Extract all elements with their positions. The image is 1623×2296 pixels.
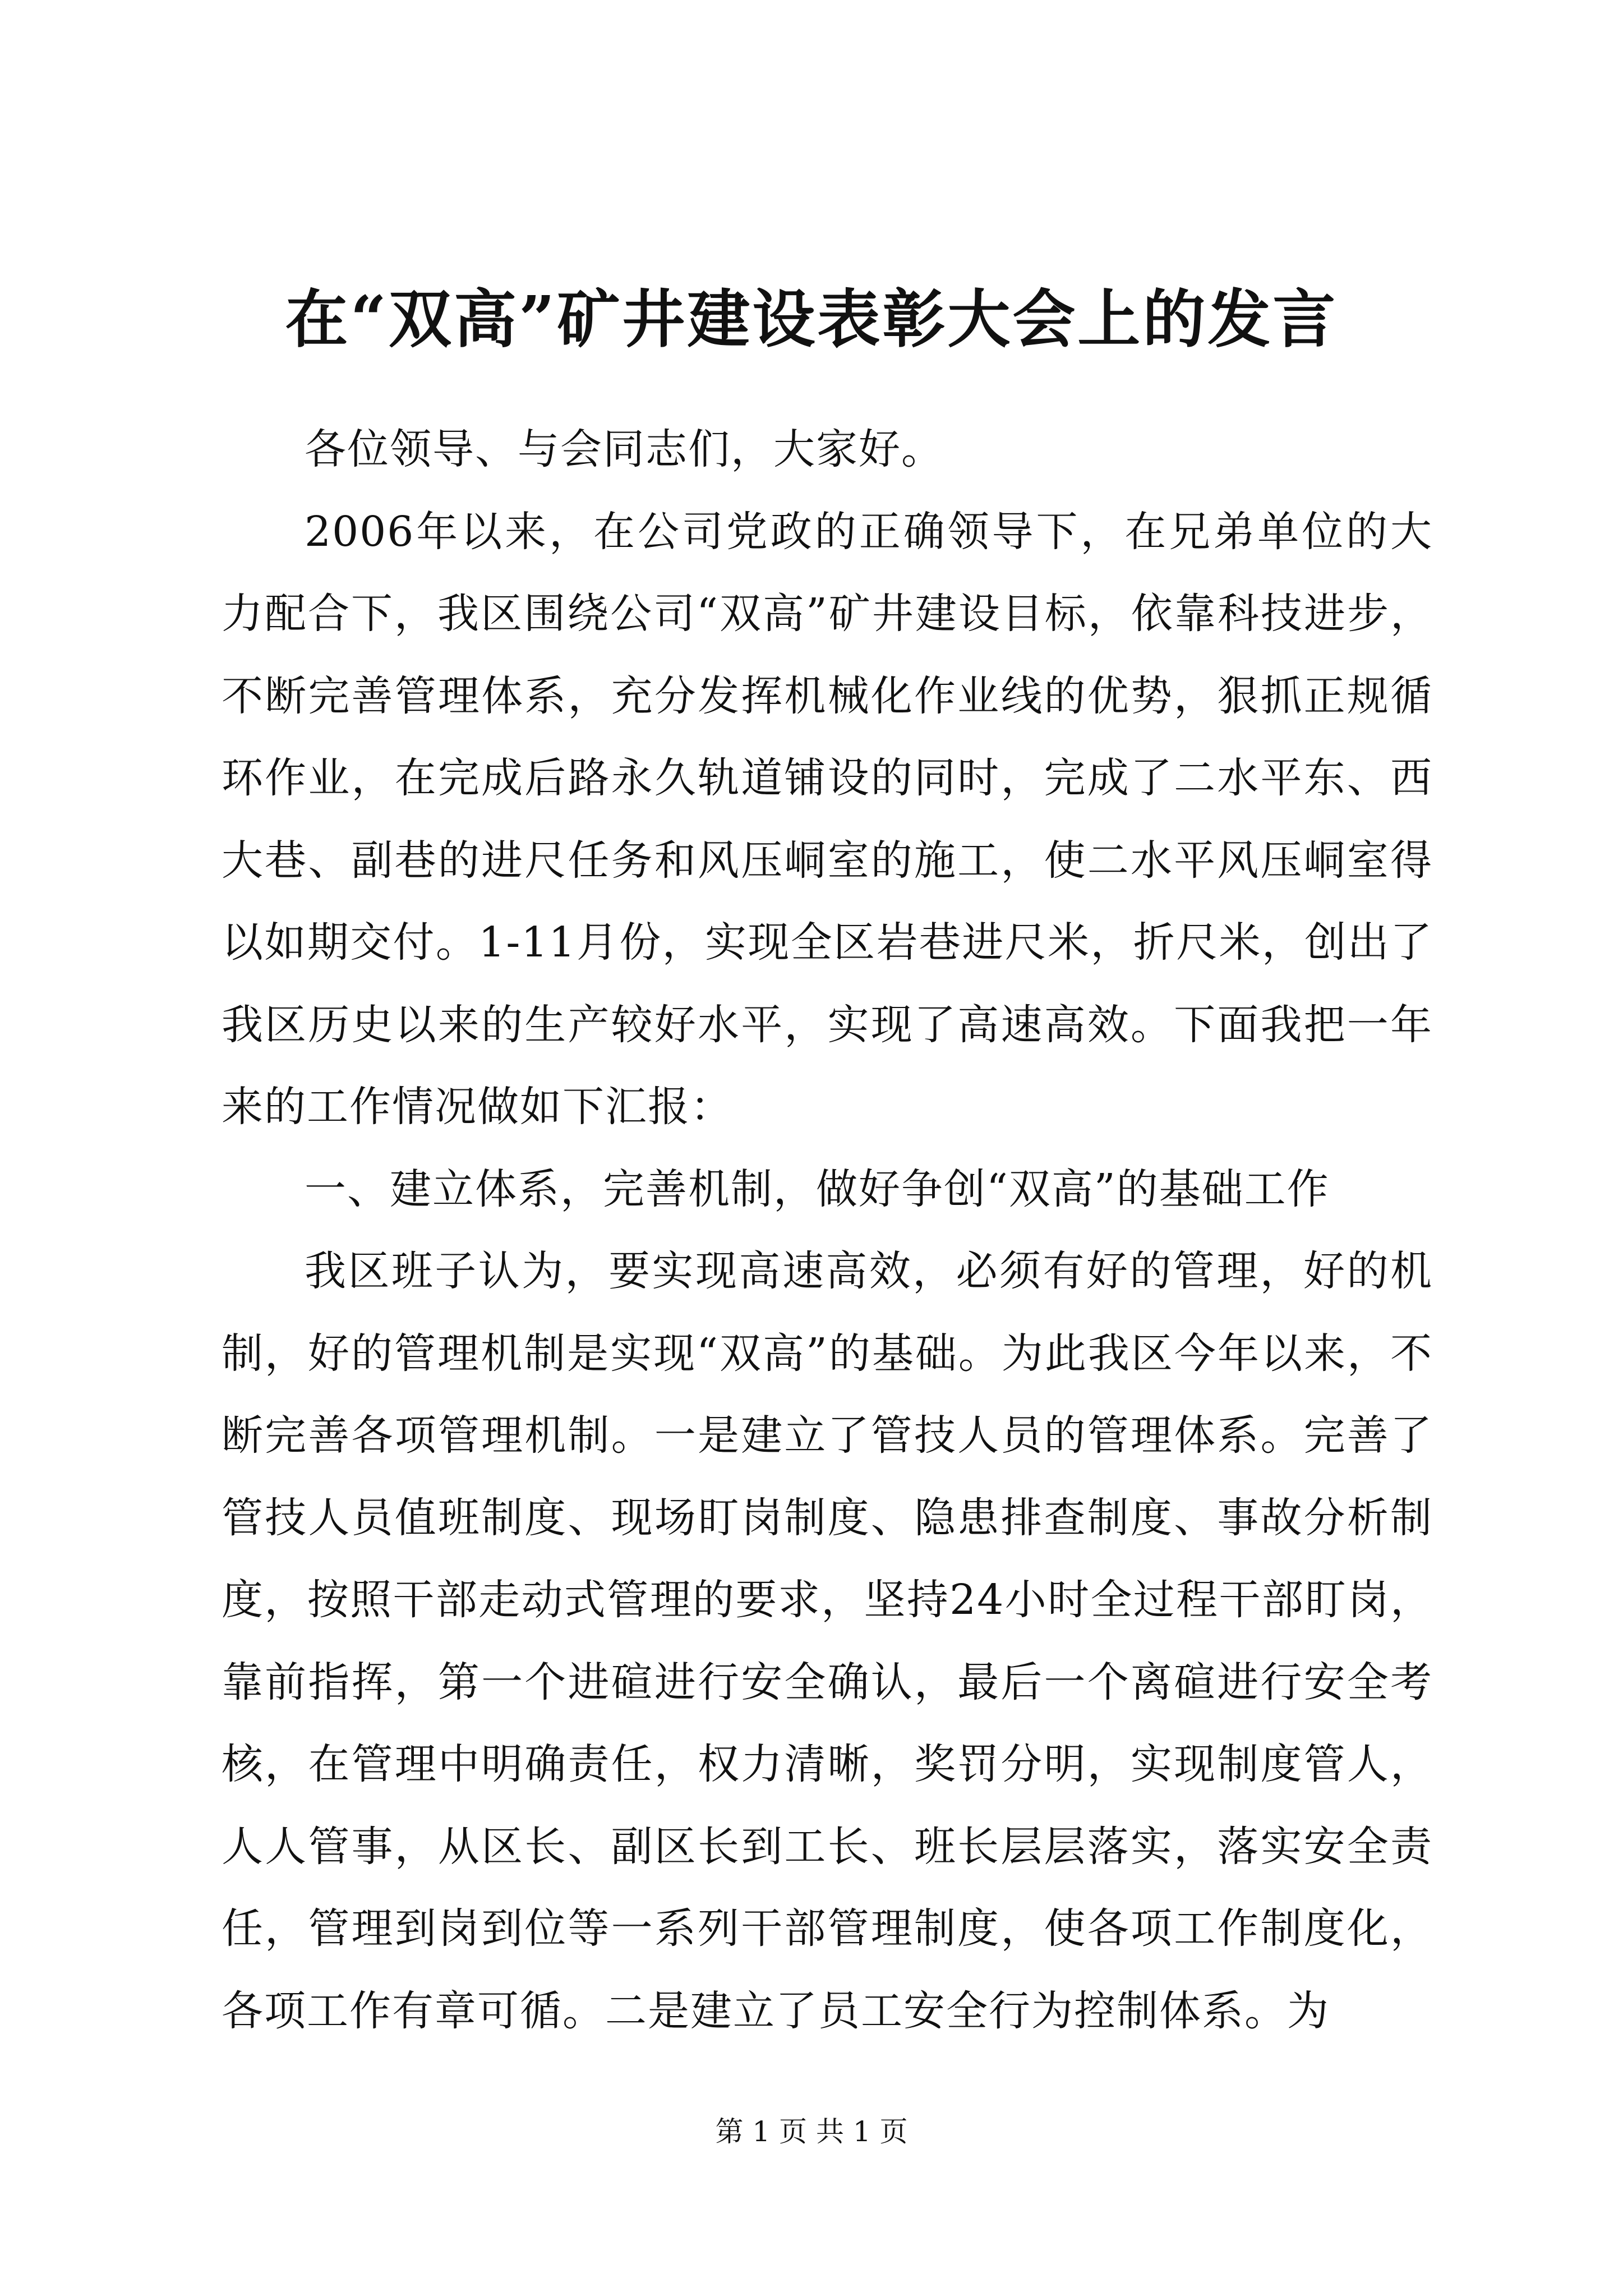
paragraph-summary: 2006年以来，在公司党政的正确领导下，在兄弟单位的大力配合下，我区围绕公司“双高”矿井建设目标，依靠科技进步，不断完善管理体系，充分发挥机械化作业线的优势，狠抓正规循环作业，在完成后路永久轨道铺设的同时，完成了二水平东、西大巷、副巷的进尺任务和风压峒室的施工，使二水平风压峒室得以如期交付。1-11月份，实现全区岩巷进尺米，折尺米，创出了我区历史以来的生产较好水平，实现了高速高效。下面我把一年来的工作情况做如下汇报：	[222, 507, 1433, 1131]
page-footer: 第 1 页 共 1 页	[715, 2115, 908, 2148]
paragraph-greeting: 各位领导、与会同志们，大家好。	[305, 425, 944, 473]
document-title: 在“双高”矿井建设表彰大会上的发言	[285, 283, 1338, 356]
document-body	[222, 408, 1433, 2052]
section-heading-1: 一、建立体系，完善机制，做好争创“双高”的基础工作	[305, 1165, 1330, 1213]
paragraph-management: 我区班子认为，要实现高速高效，必须有好的管理，好的机制，好的管理机制是实现“双高”的基础。为此我区今年以来，不断完善各项管理机制。一是建立了管技人员的管理体系。完善了管技人员值班制度、现场盯岗制度、隐患排查制度、事故分析制度，按照干部走动式管理的要求，坚持24小时全过程干部盯岗，靠前指挥，第一个进碹进行安全确认，最后一个离碹进行安全考核，在管理中明确责任，权力清晰，奖罚分明，实现制度管人，人人管事，从区长、副区长到工长、班长层层落实，落实安全责任，管理到岗到位等一系列干部管理制度，使各项工作制度化，各项工作有章可循。二是建立了员工安全行为控制体系。为	[222, 1247, 1433, 2035]
